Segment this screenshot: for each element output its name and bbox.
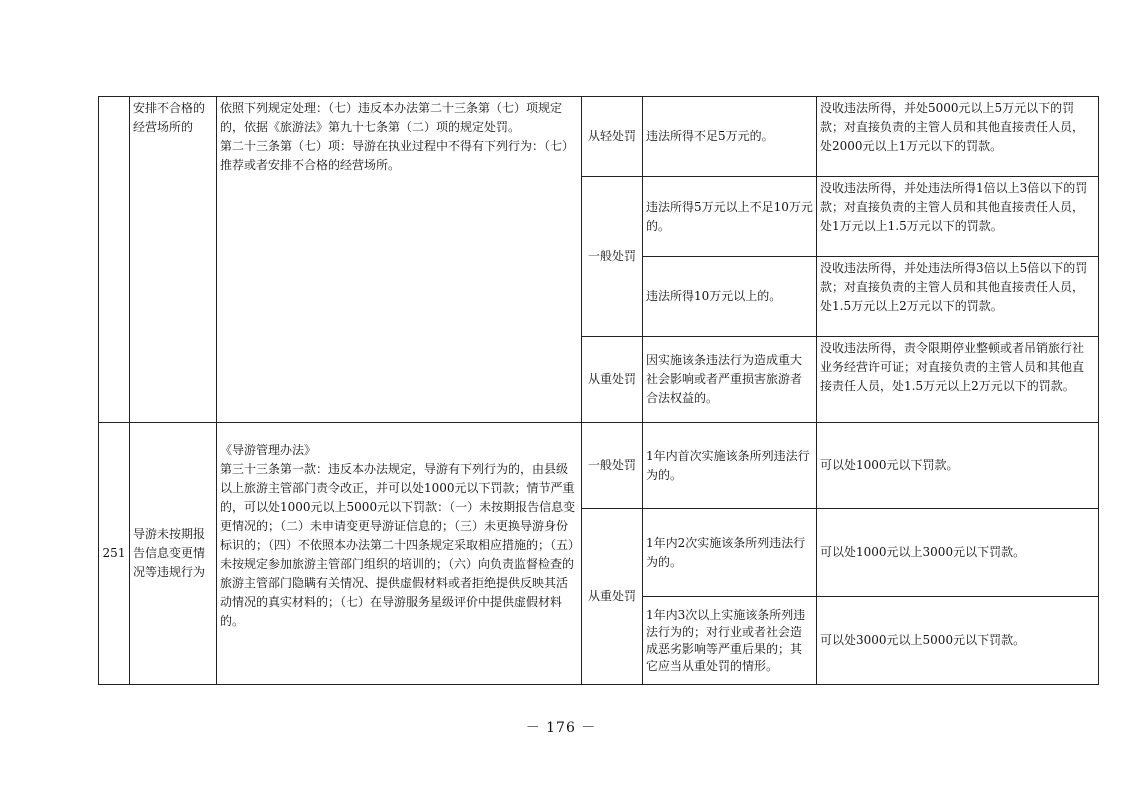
table-row bbox=[99, 97, 1099, 177]
penalty-cell: 没收违法所得，并处5000元以上5万元以下的罚款；对直接负责的主管人员和其他直接责任人员，处2000元以上1万元以下的罚款。 bbox=[817, 97, 1099, 177]
table-row bbox=[99, 423, 1099, 509]
legal-basis-cell bbox=[217, 423, 582, 685]
legal-basis-paragraph: 第三十三条第一款：违反本办法规定，导游有下列行为的，由县级以上旅游主管部门责令改正，并可以处1000元以下罚款；情节严重的，可以处1000元以上5000元以下罚款：（一）未按期报告信息变更情况的；（二）未申请变更导游证信息的；（三）未更换导游身份标识的；（四）不依照本办法第二十四条规定采取相应措施的；（五）未按规定参加旅游主管部门组织的培训的；（六）向负责监督检查的旅游主管部门隐瞒有关情况、提供虚假材料或者拒绝提供反映其活动情况的真实材料的；（七）在导游服务星级评价中提供虚假材料的。 bbox=[220, 462, 576, 628]
circumstance-cell: 1年内首次实施该条所列违法行为的。 bbox=[643, 423, 817, 509]
penalty-cell: 可以处1000元以上3000元以下罚款。 bbox=[817, 509, 1099, 597]
circumstance-cell: 违法所得5万元以上不足10万元的。 bbox=[643, 177, 817, 257]
legal-basis-paragraph: 第二十三条第（七）项：导游在执业过程中不得有下列行为：（七）推荐或者安排不合格的经营场所。 bbox=[220, 139, 575, 172]
item-number-cell: 251 bbox=[99, 423, 130, 685]
penalty-standard-table bbox=[98, 96, 1099, 685]
circumstance-cell: 违法所得不足5万元的。 bbox=[643, 97, 817, 177]
circumstance-cell: 因实施该条违法行为造成重大社会影响或者严重损害旅游者合法权益的。 bbox=[643, 337, 817, 423]
penalty-cell: 可以处3000元以上5000元以下罚款。 bbox=[817, 597, 1099, 685]
penalty-level-cell: 从重处罚 bbox=[582, 337, 643, 423]
circumstance-cell: 1年内3次以上实施该条所列违法行为的；对行业或者社会造成恶劣影响等严重后果的；其它应当从重处罚的情形。 bbox=[643, 597, 817, 685]
penalty-cell: 可以处1000元以下罚款。 bbox=[817, 423, 1099, 509]
legal-basis-cell bbox=[217, 97, 582, 423]
legal-basis-paragraph: 《导游管理办法》 bbox=[220, 443, 317, 457]
penalty-level-cell: 一般处罚 bbox=[582, 177, 643, 337]
circumstance-cell: 违法所得10万元以上的。 bbox=[643, 257, 817, 337]
legal-basis-paragraph: 依照下列规定处理：（七）违反本办法第二十三条第（七）项规定的，依据《旅游法》第九十七条第（二）项的规定处罚。 bbox=[220, 101, 563, 134]
circumstance-cell: 1年内2次实施该条所列违法行为的。 bbox=[643, 509, 817, 597]
item-number-cell bbox=[99, 97, 130, 423]
violation-item-cell: 导游未按期报告信息变更情况等违规行为 bbox=[130, 423, 217, 685]
penalty-cell: 没收违法所得，并处违法所得1倍以上3倍以下的罚款；对直接负责的主管人员和其他直接责任人员，处1万元以上1.5万元以下的罚款。 bbox=[817, 177, 1099, 257]
page-number: － 176 － bbox=[525, 720, 597, 736]
penalty-level-cell: 从轻处罚 bbox=[582, 97, 643, 177]
penalty-cell: 没收违法所得，责令限期停业整顿或者吊销旅行社业务经营许可证；对直接负责的主管人员和其他直接责任人员，处1.5万元以上2万元以下的罚款。 bbox=[817, 337, 1099, 423]
penalty-cell: 没收违法所得，并处违法所得3倍以上5倍以下的罚款；对直接负责的主管人员和其他直接责任人员，处1.5万元以上2万元以下的罚款。 bbox=[817, 257, 1099, 337]
violation-item-cell: 安排不合格的经营场所的 bbox=[130, 97, 217, 423]
penalty-level-cell: 一般处罚 bbox=[582, 423, 643, 509]
penalty-level-cell: 从重处罚 bbox=[582, 509, 643, 685]
